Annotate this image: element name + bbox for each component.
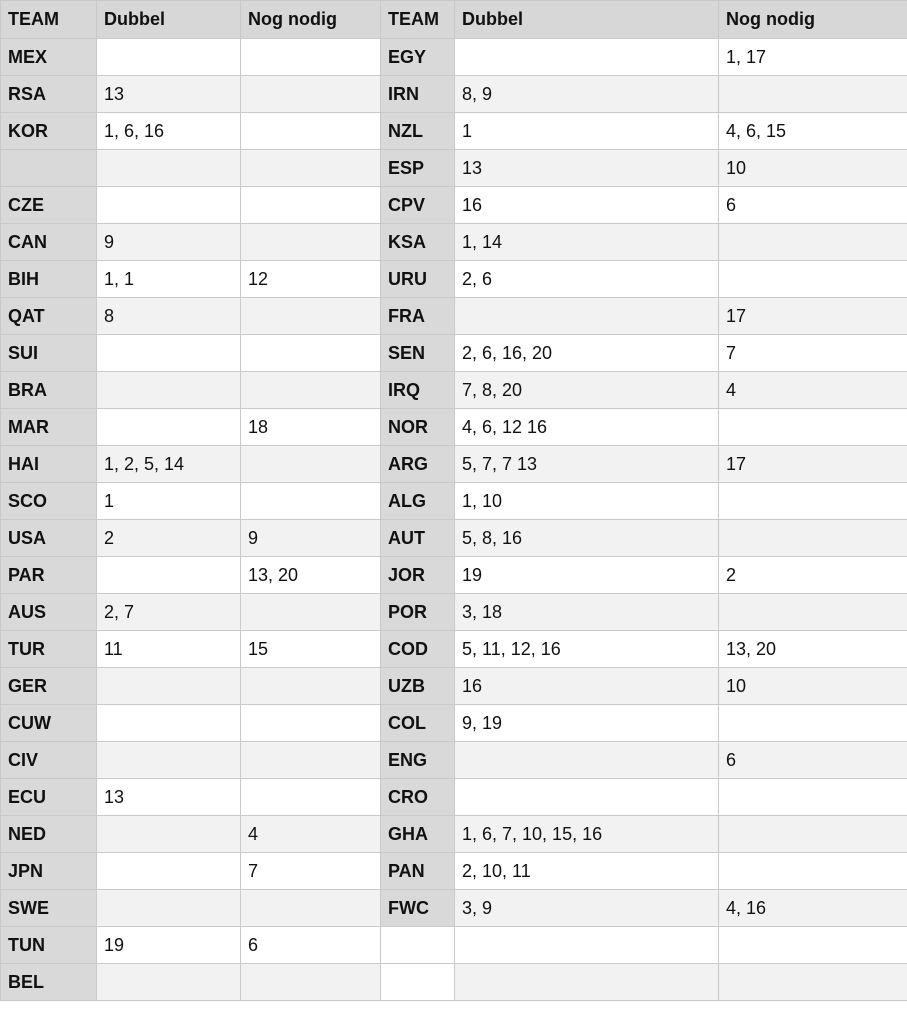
dubbel-cell-left[interactable] xyxy=(97,853,241,890)
dubbel-cell-right[interactable] xyxy=(455,298,719,335)
table-row xyxy=(1,927,907,964)
nog-nodig-cell-left[interactable] xyxy=(241,298,381,335)
nog-nodig-cell-left[interactable]: 9 xyxy=(241,520,381,557)
table-row xyxy=(1,742,907,779)
nog-nodig-cell-right[interactable] xyxy=(719,779,907,816)
dubbel-cell-right[interactable]: 13 xyxy=(455,150,719,187)
team-cell-left[interactable]: CZE xyxy=(1,187,97,224)
nog-nodig-cell-left[interactable] xyxy=(241,668,381,705)
nog-nodig-cell-right[interactable] xyxy=(719,964,907,1001)
nog-nodig-cell-right[interactable]: 6 xyxy=(719,187,907,224)
nog-nodig-cell-left[interactable] xyxy=(241,150,381,187)
dubbel-cell-right[interactable]: 2, 6 xyxy=(455,261,719,298)
team-cell-right[interactable]: FRA xyxy=(381,298,455,335)
table-row xyxy=(1,964,907,1001)
table-row xyxy=(1,779,907,816)
dubbel-cell-left[interactable] xyxy=(97,372,241,409)
dubbel-cell-right[interactable]: 16 xyxy=(455,668,719,705)
dubbel-cell-left[interactable]: 2 xyxy=(97,520,241,557)
dubbel-cell-left[interactable]: 1 xyxy=(97,483,241,520)
header-dubbel-right: Dubbel xyxy=(455,1,719,39)
team-cell-right[interactable]: ALG xyxy=(381,483,455,520)
nog-nodig-cell-right[interactable] xyxy=(719,594,907,631)
table-row xyxy=(1,446,907,483)
nog-nodig-cell-right[interactable]: 13, 20 xyxy=(719,631,907,668)
team-cell-right[interactable]: COD xyxy=(381,631,455,668)
dubbel-cell-left[interactable]: 13 xyxy=(97,76,241,113)
table-header xyxy=(1,1,907,39)
team-cell-right[interactable] xyxy=(381,927,455,964)
nog-nodig-cell-left[interactable] xyxy=(241,890,381,927)
nog-nodig-cell-left[interactable]: 12 xyxy=(241,261,381,298)
dubbel-cell-left[interactable]: 9 xyxy=(97,224,241,261)
table-row xyxy=(1,483,907,520)
header-row xyxy=(1,1,907,39)
header-dubbel-left: Dubbel xyxy=(97,1,241,39)
dubbel-cell-left[interactable] xyxy=(97,335,241,372)
team-cell-left[interactable]: SUI xyxy=(1,335,97,372)
dubbel-cell-left[interactable]: 1, 2, 5, 14 xyxy=(97,446,241,483)
team-cell-right[interactable]: POR xyxy=(381,594,455,631)
table-row xyxy=(1,594,907,631)
nog-nodig-cell-right[interactable] xyxy=(719,409,907,446)
team-cell-left[interactable]: QAT xyxy=(1,298,97,335)
table-row xyxy=(1,298,907,335)
table-row xyxy=(1,335,907,372)
dubbel-cell-left[interactable]: 11 xyxy=(97,631,241,668)
team-cell-left[interactable]: HAI xyxy=(1,446,97,483)
team-cell-right[interactable]: FWC xyxy=(381,890,455,927)
dubbel-cell-left[interactable]: 8 xyxy=(97,298,241,335)
table-row xyxy=(1,816,907,853)
dubbel-cell-right[interactable]: 5, 8, 16 xyxy=(455,520,719,557)
header-nog-nodig-left: Nog nodig xyxy=(241,1,381,39)
dubbel-cell-left[interactable]: 19 xyxy=(97,927,241,964)
nog-nodig-cell-left[interactable] xyxy=(241,335,381,372)
header-team-left: TEAM xyxy=(1,1,97,39)
nog-nodig-cell-left[interactable]: 18 xyxy=(241,409,381,446)
nog-nodig-cell-left[interactable]: 15 xyxy=(241,631,381,668)
team-cell-left[interactable]: SWE xyxy=(1,890,97,927)
table-row xyxy=(1,668,907,705)
table-row xyxy=(1,520,907,557)
team-cell-left[interactable]: SCO xyxy=(1,483,97,520)
dubbel-cell-right[interactable]: 1, 14 xyxy=(455,224,719,261)
team-cell-left[interactable]: TUN xyxy=(1,927,97,964)
nog-nodig-cell-right[interactable]: 4, 16 xyxy=(719,890,907,927)
team-cell-right[interactable]: IRN xyxy=(381,76,455,113)
nog-nodig-cell-right[interactable] xyxy=(719,705,907,742)
nog-nodig-cell-left[interactable] xyxy=(241,446,381,483)
team-cell-right[interactable]: UZB xyxy=(381,668,455,705)
nog-nodig-cell-left[interactable] xyxy=(241,779,381,816)
team-cell-right[interactable]: AUT xyxy=(381,520,455,557)
nog-nodig-cell-right[interactable] xyxy=(719,927,907,964)
header-nog-nodig-right: Nog nodig xyxy=(719,1,907,39)
team-cell-right[interactable]: KSA xyxy=(381,224,455,261)
dubbel-cell-left[interactable] xyxy=(97,39,241,76)
dubbel-cell-right[interactable] xyxy=(455,964,719,1001)
nog-nodig-cell-left[interactable] xyxy=(241,705,381,742)
table-row xyxy=(1,890,907,927)
dubbel-cell-left[interactable] xyxy=(97,816,241,853)
dubbel-cell-left[interactable]: 13 xyxy=(97,779,241,816)
nog-nodig-cell-left[interactable] xyxy=(241,76,381,113)
team-cell-left[interactable]: AUS xyxy=(1,594,97,631)
team-cell-right[interactable]: ESP xyxy=(381,150,455,187)
nog-nodig-cell-right[interactable] xyxy=(719,224,907,261)
dubbel-cell-left[interactable]: 1, 6, 16 xyxy=(97,113,241,150)
dubbel-cell-right[interactable]: 19 xyxy=(455,557,719,594)
nog-nodig-cell-right[interactable]: 17 xyxy=(719,298,907,335)
nog-nodig-cell-right[interactable] xyxy=(719,76,907,113)
team-cell-right[interactable]: CRO xyxy=(381,779,455,816)
nog-nodig-cell-right[interactable] xyxy=(719,853,907,890)
dubbel-cell-right[interactable]: 16 xyxy=(455,187,719,224)
team-cell-right[interactable]: ENG xyxy=(381,742,455,779)
nog-nodig-cell-left[interactable] xyxy=(241,742,381,779)
team-cell-right[interactable]: NZL xyxy=(381,113,455,150)
team-cell-right[interactable]: COL xyxy=(381,705,455,742)
nog-nodig-cell-left[interactable]: 6 xyxy=(241,927,381,964)
nog-nodig-cell-left[interactable]: 7 xyxy=(241,853,381,890)
team-cell-right[interactable]: JOR xyxy=(381,557,455,594)
dubbel-cell-right[interactable]: 5, 7, 7 13 xyxy=(455,446,719,483)
table-row xyxy=(1,631,907,668)
dubbel-cell-left[interactable] xyxy=(97,890,241,927)
table-row xyxy=(1,187,907,224)
nog-nodig-cell-right[interactable] xyxy=(719,816,907,853)
nog-nodig-cell-left[interactable] xyxy=(241,483,381,520)
dubbel-cell-left[interactable] xyxy=(97,187,241,224)
nog-nodig-cell-left[interactable] xyxy=(241,964,381,1001)
team-cell-right[interactable]: URU xyxy=(381,261,455,298)
dubbel-cell-right[interactable] xyxy=(455,779,719,816)
dubbel-cell-right[interactable]: 7, 8, 20 xyxy=(455,372,719,409)
team-cell-left[interactable]: RSA xyxy=(1,76,97,113)
nog-nodig-cell-left[interactable] xyxy=(241,39,381,76)
dubbel-cell-right[interactable] xyxy=(455,39,719,76)
table-row xyxy=(1,557,907,594)
nog-nodig-cell-left[interactable] xyxy=(241,594,381,631)
dubbel-cell-right[interactable]: 1 xyxy=(455,113,719,150)
dubbel-cell-left[interactable] xyxy=(97,705,241,742)
nog-nodig-cell-right[interactable]: 10 xyxy=(719,150,907,187)
team-cell-left[interactable]: JPN xyxy=(1,853,97,890)
nog-nodig-cell-right[interactable]: 7 xyxy=(719,335,907,372)
nog-nodig-cell-left[interactable] xyxy=(241,113,381,150)
team-cell-left[interactable]: MEX xyxy=(1,39,97,76)
nog-nodig-cell-right[interactable] xyxy=(719,520,907,557)
nog-nodig-cell-right[interactable]: 6 xyxy=(719,742,907,779)
team-cell-left[interactable]: ECU xyxy=(1,779,97,816)
team-cell-left[interactable]: NED xyxy=(1,816,97,853)
team-cell-right[interactable] xyxy=(381,964,455,1001)
nog-nodig-cell-right[interactable]: 4 xyxy=(719,372,907,409)
nog-nodig-cell-right[interactable] xyxy=(719,261,907,298)
team-cell-right[interactable]: ARG xyxy=(381,446,455,483)
table-row xyxy=(1,372,907,409)
dubbel-cell-left[interactable] xyxy=(97,742,241,779)
team-cell-right[interactable]: IRQ xyxy=(381,372,455,409)
table-row xyxy=(1,224,907,261)
dubbel-cell-left[interactable] xyxy=(97,409,241,446)
nog-nodig-cell-right[interactable]: 2 xyxy=(719,557,907,594)
nog-nodig-cell-left[interactable] xyxy=(241,187,381,224)
dubbel-cell-left[interactable] xyxy=(97,964,241,1001)
team-cell-left[interactable]: KOR xyxy=(1,113,97,150)
nog-nodig-cell-right[interactable]: 1, 17 xyxy=(719,39,907,76)
team-cell-left[interactable]: TUR xyxy=(1,631,97,668)
dubbel-cell-left[interactable] xyxy=(97,557,241,594)
team-cell-left[interactable]: CAN xyxy=(1,224,97,261)
dubbel-cell-right[interactable]: 9, 19 xyxy=(455,705,719,742)
table-row xyxy=(1,39,907,76)
dubbel-cell-right[interactable] xyxy=(455,927,719,964)
dubbel-cell-left[interactable] xyxy=(97,668,241,705)
dubbel-cell-left[interactable]: 2, 7 xyxy=(97,594,241,631)
table-row xyxy=(1,705,907,742)
dubbel-cell-right[interactable]: 4, 6, 12 16 xyxy=(455,409,719,446)
team-cell-right[interactable]: PAN xyxy=(381,853,455,890)
team-cell-left[interactable]: BRA xyxy=(1,372,97,409)
team-cell-left[interactable]: CIV xyxy=(1,742,97,779)
dubbel-cell-left[interactable]: 1, 1 xyxy=(97,261,241,298)
dubbel-cell-right[interactable]: 3, 9 xyxy=(455,890,719,927)
team-cell-left[interactable] xyxy=(1,150,97,187)
dubbel-cell-right[interactable] xyxy=(455,742,719,779)
nog-nodig-cell-left[interactable]: 4 xyxy=(241,816,381,853)
team-cell-left[interactable]: USA xyxy=(1,520,97,557)
dubbel-cell-left[interactable] xyxy=(97,150,241,187)
dubbel-cell-right[interactable]: 8, 9 xyxy=(455,76,719,113)
header-team-right: TEAM xyxy=(381,1,455,39)
dubbel-cell-right[interactable]: 1, 10 xyxy=(455,483,719,520)
dubbel-cell-right[interactable]: 3, 18 xyxy=(455,594,719,631)
nog-nodig-cell-right[interactable]: 10 xyxy=(719,668,907,705)
nog-nodig-cell-right[interactable]: 17 xyxy=(719,446,907,483)
nog-nodig-cell-right[interactable]: 4, 6, 15 xyxy=(719,113,907,150)
nog-nodig-cell-left[interactable] xyxy=(241,372,381,409)
dubbel-cell-right[interactable]: 1, 6, 7, 10, 15, 16 xyxy=(455,816,719,853)
table-body xyxy=(1,39,907,1001)
team-cell-right[interactable]: CPV xyxy=(381,187,455,224)
table-row xyxy=(1,409,907,446)
team-cell-left[interactable]: BEL xyxy=(1,964,97,1001)
dubbel-cell-right[interactable]: 2, 10, 11 xyxy=(455,853,719,890)
table-row xyxy=(1,76,907,113)
dubbel-cell-right[interactable]: 5, 11, 12, 16 xyxy=(455,631,719,668)
team-cell-right[interactable]: GHA xyxy=(381,816,455,853)
table-row xyxy=(1,150,907,187)
team-cell-left[interactable]: MAR xyxy=(1,409,97,446)
nog-nodig-cell-left[interactable]: 13, 20 xyxy=(241,557,381,594)
team-cell-left[interactable]: GER xyxy=(1,668,97,705)
table-row xyxy=(1,113,907,150)
nog-nodig-cell-left[interactable] xyxy=(241,224,381,261)
team-cell-left[interactable]: CUW xyxy=(1,705,97,742)
team-cell-right[interactable]: SEN xyxy=(381,335,455,372)
team-cell-right[interactable]: EGY xyxy=(381,39,455,76)
team-cell-left[interactable]: BIH xyxy=(1,261,97,298)
dubbel-cell-right[interactable]: 2, 6, 16, 20 xyxy=(455,335,719,372)
team-cell-left[interactable]: PAR xyxy=(1,557,97,594)
table-row xyxy=(1,261,907,298)
nog-nodig-cell-right[interactable] xyxy=(719,483,907,520)
team-cell-right[interactable]: NOR xyxy=(381,409,455,446)
table-row xyxy=(1,853,907,890)
